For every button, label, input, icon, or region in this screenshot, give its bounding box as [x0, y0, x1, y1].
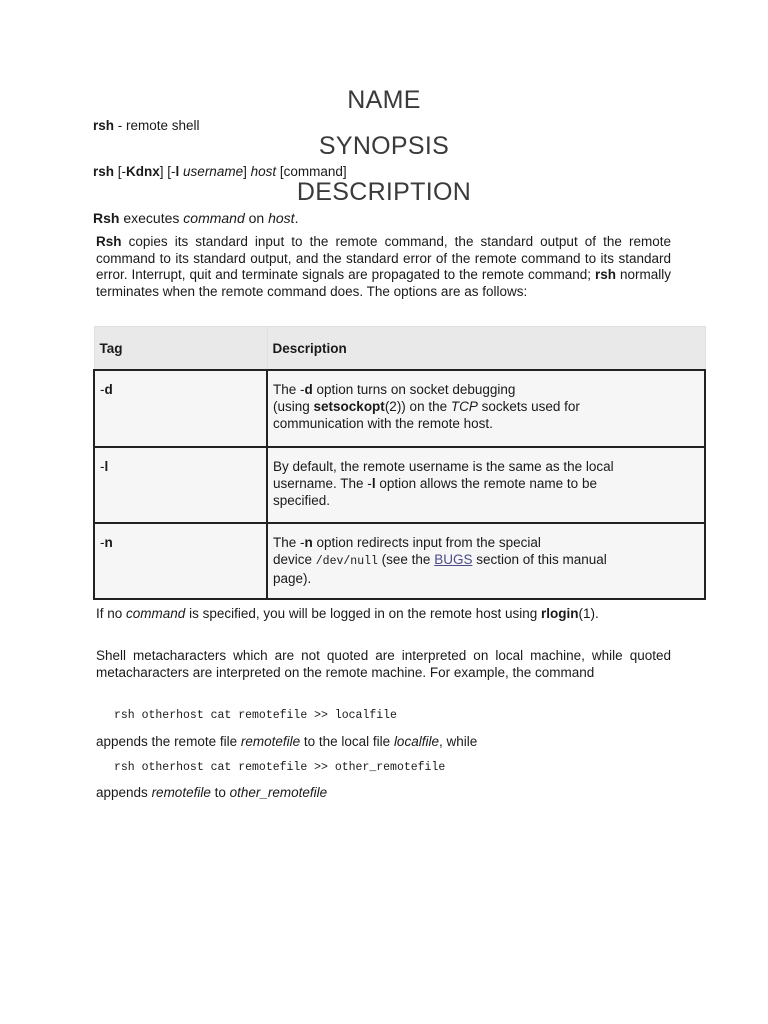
appends-other-remotefile-line: appends remotefile to other_remotefile	[96, 785, 328, 800]
header-tag: Tag	[94, 327, 267, 371]
option-description: The -n option redirects input from the special device /dev/null (see the BUGS section of this manual page).	[267, 523, 705, 599]
options-table	[93, 326, 706, 600]
table-header-row	[94, 327, 705, 371]
command-name: rsh	[93, 118, 115, 133]
table-row	[94, 447, 705, 523]
description-paragraph: Rsh copies its standard input to the remote command, the standard output of the remote command to its standard output, and the standard error of the remote command to its standard error. Interrupt, quit and terminate signals are propagated to the remote command; rsh normally terminates when the remote command does. The options are as follows:	[96, 234, 671, 299]
heading-name: NAME	[347, 86, 421, 114]
code-example-localfile: rsh otherhost cat remotefile >> localfile	[114, 709, 397, 722]
table-row	[94, 370, 705, 447]
name-line: rsh - remote shell	[93, 118, 200, 133]
description-intro: Rsh executes command on host.	[93, 210, 299, 226]
option-description: By default, the remote username is the same as the local username. The -l option allows the remote name to be specified.	[267, 447, 705, 523]
heading-synopsis: SYNOPSIS	[318, 132, 450, 160]
table-row	[94, 523, 705, 599]
option-tag: -d	[94, 370, 267, 447]
device-path: /dev/null	[315, 555, 378, 568]
bugs-link[interactable]: BUGS	[434, 552, 473, 567]
option-description: The -d option turns on socket debugging (using setsockopt(2)) on the TCP sockets used for communication with the remote host.	[267, 370, 705, 447]
option-tag: -n	[94, 523, 267, 599]
option-tag: -l	[94, 447, 267, 523]
heading-description: DESCRIPTION	[296, 178, 472, 206]
no-command-paragraph: If no command is specified, you will be logged in on the remote host using rlogin(1).	[96, 606, 599, 621]
header-description: Description	[267, 327, 705, 371]
metacharacters-paragraph: Shell metacharacters which are not quoted are interpreted on local machine, while quoted metacharacters are interpreted on the remote machine. For example, the command	[96, 648, 671, 680]
synopsis-line: rsh [-Kdnx] [-l username] host [command]	[93, 164, 347, 179]
code-example-other-remotefile: rsh otherhost cat remotefile >> other_remotefile	[114, 761, 446, 774]
appends-localfile-line: appends the remote file remotefile to the local file localfile, while	[96, 734, 478, 749]
